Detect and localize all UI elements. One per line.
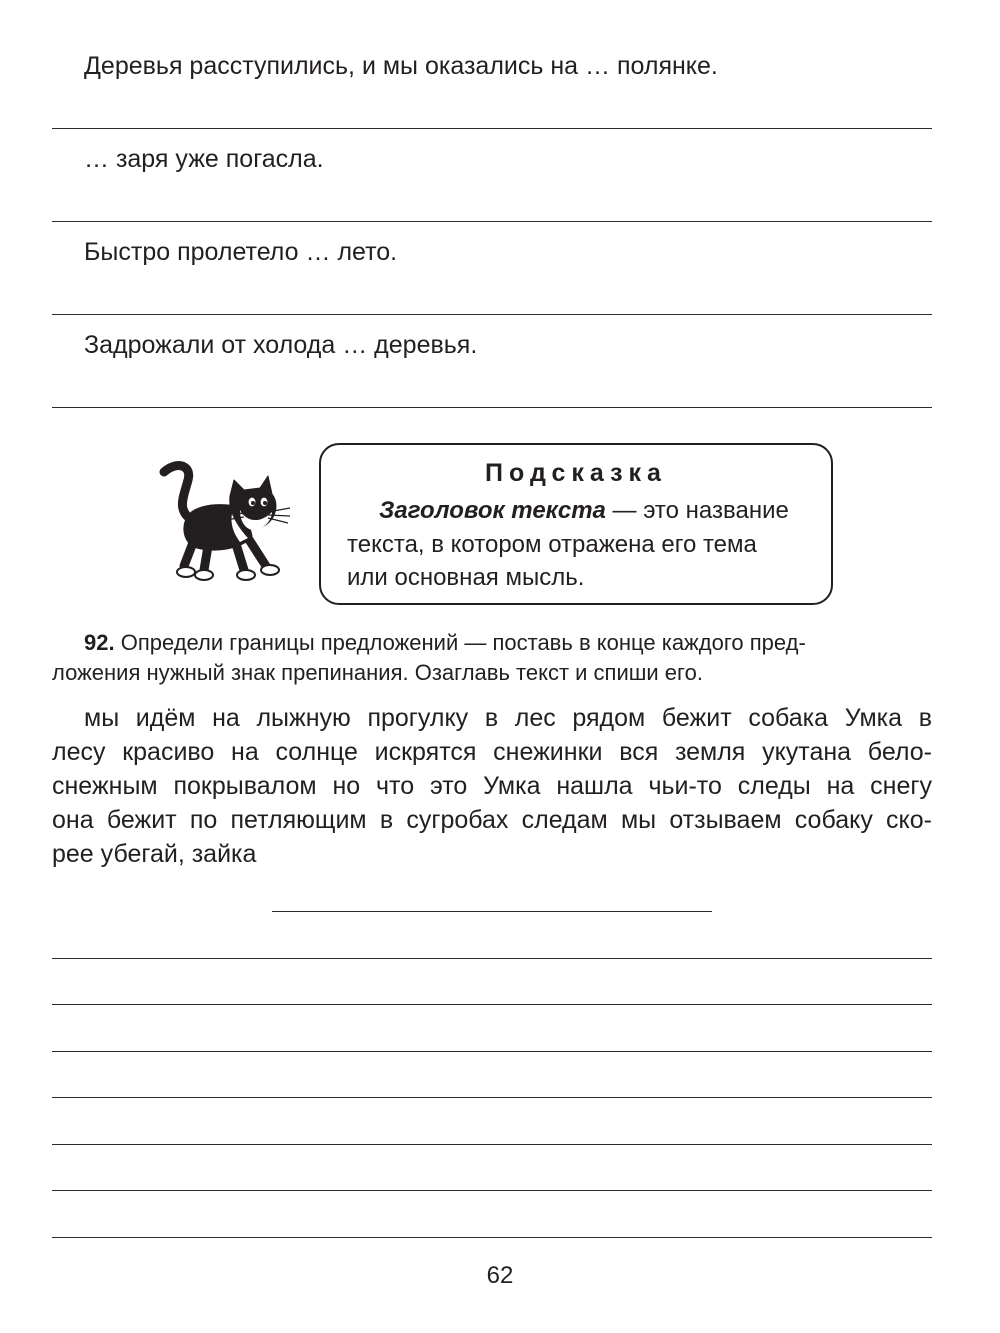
answer-line-3	[52, 314, 932, 315]
writing-line-7	[52, 1237, 932, 1238]
text-line-1: мы идём на лыжную прогулку в лес рядом бежит собака Умка в	[84, 704, 932, 732]
cat-icon	[148, 458, 294, 586]
text-line-4: она бежит по петляющим в сугробах следам мы отзываем собаку ско-	[52, 806, 932, 834]
task-instruction-1: Определи границы предложений — поставь в конце каждого пред-	[114, 630, 806, 655]
sentence-4: Задрожали от холода … деревья.	[84, 331, 478, 359]
writing-line-6	[52, 1190, 932, 1191]
hint-title: Подсказка	[485, 459, 667, 487]
sentence-1: Деревья расступились, и мы оказались на … полянке.	[84, 52, 718, 80]
hint-term: Заголовок текста	[379, 497, 606, 524]
hint-definition-start: — это название	[605, 497, 789, 524]
page-number: 62	[486, 1262, 514, 1289]
writing-line-3	[52, 1051, 932, 1052]
title-answer-line	[272, 911, 712, 912]
hint-box	[319, 443, 833, 605]
hint-line-3: или основная мысль.	[347, 564, 585, 591]
text-line-3: снежным покрывалом но что это Умка нашла чьи-то следы на снегу	[52, 772, 932, 800]
answer-line-2	[52, 221, 932, 222]
hint-line-2: текста, в котором отражена его тема	[347, 531, 757, 558]
writing-line-4	[52, 1097, 932, 1098]
answer-line-1	[52, 128, 932, 129]
hint-line-1	[379, 497, 789, 525]
writing-line-5	[52, 1144, 932, 1145]
task-line-1	[84, 630, 806, 656]
writing-line-1	[52, 958, 932, 959]
answer-line-4	[52, 407, 932, 408]
task-number: 92.	[84, 630, 115, 655]
sentence-3: Быстро пролетело … лето.	[84, 238, 398, 266]
text-line-5: рее убегай, зайка	[52, 840, 257, 868]
sentence-2: … заря уже погасла.	[84, 145, 324, 173]
writing-line-2	[52, 1004, 932, 1005]
task-instruction-2: ложения нужный знак препинания. Озаглавь текст и спиши его.	[52, 660, 703, 685]
text-line-2: лесу красиво на солнце искрятся снежинки вся земля укутана бело-	[52, 738, 932, 766]
